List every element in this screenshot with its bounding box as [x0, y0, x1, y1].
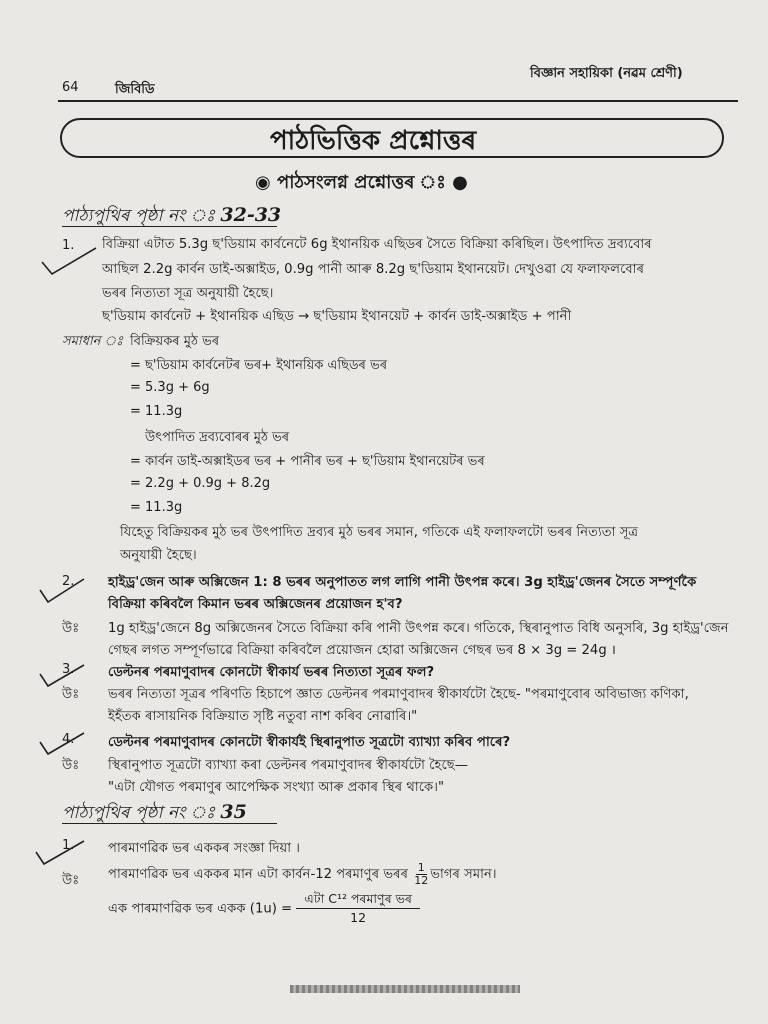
section-heading-1: পাঠ্যপুথিৰ পৃষ্ঠা নং ঃ 32-33: [62, 204, 282, 226]
page-number: 64: [62, 80, 79, 95]
question-number: 1.: [62, 838, 75, 853]
question-number: 4.: [62, 732, 75, 747]
question-number: 1.: [62, 238, 75, 253]
answer-label: উঃ: [62, 873, 80, 888]
q3-answer-line-1: ভৰৰ নিত্যতা সূত্ৰৰ পৰিণতি হিচাপে জ্ঞাত ডেল্টনৰ পৰমাণুবাদৰ স্বীকাৰ্যটো হৈছে- "পৰমাণুবোৰ অবিভাজ্য কণিকা,: [108, 687, 689, 702]
q3-question: ডেল্টনৰ পৰমাণুবাদৰ কোনটো স্বীকাৰ্য ভৰৰ নিত্যতা সূত্ৰৰ ফল?: [108, 665, 435, 680]
solution-line: = 11.3g: [130, 404, 183, 419]
q1-line-3: ভৰৰ নিত্যতা সূত্ৰ অনুযায়ী হৈছে।: [102, 286, 274, 301]
amu-formula: এক পাৰমাণৱিক ভৰ একক (1u) = এটা C¹² পৰমাণুৰ ভৰ 12: [108, 890, 420, 928]
answer-label: উঃ: [62, 687, 80, 702]
solution-line: বিক্ৰিয়কৰ মুঠ ভৰ: [130, 334, 220, 349]
q5-answer: পাৰমাণৱিক ভৰ এককৰ মান এটা কাৰ্বন-12 পৰমাণুৰ ভৰৰ $\frac{1}{12}$ ভাগৰ সমান।: [108, 860, 497, 887]
solution-line: উৎপাদিত দ্ৰব্যবোৰৰ মুঠ ভৰ: [145, 430, 290, 445]
formula-fraction: এটা C¹² পৰমাণুৰ ভৰ 12: [296, 890, 420, 927]
bullet-icon: ◉: [255, 172, 277, 193]
q1-line-1: বিক্ৰিয়া এটাত 5.3g ছ'ডিয়াম কাৰ্বনেটে 6g ইথানয়িক এছিডৰ সৈতে বিক্ৰিয়া কৰিছিল। উৎপাদিত দ্ৰব্যবোৰ: [102, 237, 652, 252]
page-edge-decoration: [290, 985, 520, 993]
section-subtitle: ◉ পাঠসংলগ্ন প্ৰশ্নোত্তৰ ঃ ●: [255, 172, 468, 193]
solution-line: = 2.2g + 0.9g + 8.2g: [130, 476, 271, 491]
q4-answer-line-2: "এটা যৌগত পৰমাণুৰ আপেক্ষিক সংখ্যা আৰু প্ৰকাৰ স্থিৰ থাকে।": [108, 780, 445, 795]
section-heading-2: পাঠ্যপুথিৰ পৃষ্ঠা নং ঃ 35: [62, 801, 247, 823]
q5-question: পাৰমাণৱিক ভৰ এককৰ সংজ্ঞা দিয়া ।: [108, 841, 301, 856]
q2-answer-line-1: 1g হাইড্ৰ'জেনে 8g অক্সিজেনৰ সৈতে বিক্ৰিয়া কৰি পানী উৎপন্ন কৰে। গতিকে, স্থিৰানুপাত বিধি অনুসৰি, 3g হাইড্ৰ'জেন: [108, 621, 729, 636]
section-underline: [62, 226, 277, 227]
page-title: পাঠভিত্তিক প্ৰশ্নোত্তৰ: [270, 126, 477, 156]
question-number: 3.: [62, 662, 75, 677]
publisher-name: জিবিডি: [115, 82, 155, 97]
reaction-equation: ছ'ডিয়াম কাৰ্বনেট + ইথানয়িক এছিড → ছ'ডিয়াম ইথানয়েট + কাৰ্বন ডাই-অক্সাইড + পানী: [102, 309, 572, 324]
header-rule: [58, 100, 738, 102]
q3-answer-line-2: ইহঁতক ৰাসায়নিক বিক্ৰিয়াত সৃষ্টি নতুবা নাশ কৰিব নোৱাৰি।": [108, 709, 418, 724]
q2-line-1: হাইড্ৰ'জেন আৰু অক্সিজেন 1: 8 ভৰৰ অনুপাতত লগ লাগি পানী উৎপন্ন কৰে। 3g হাইড্ৰ'জেনৰ সৈতে সম্পূৰ্ণকৈ: [108, 575, 697, 590]
q2-answer-line-2: গেছৰ লগত সম্পূৰ্ণভাৱে বিক্ৰিয়া কৰিবলৈ প্ৰয়োজন হোৱা অক্সিজেন গেছৰ ভৰ 8 × 3g = 24g ।: [108, 643, 616, 658]
solution-line: = 11.3g: [130, 500, 183, 515]
question-number: 2.: [62, 574, 75, 589]
conclusion-line-1: যিহেতু বিক্ৰিয়কৰ মুঠ ভৰ উৎপাদিত দ্ৰব্যৰ মুঠ ভৰৰ সমান, গতিকে এই ফলাফলটো ভৰৰ নিত্যতা সূত্ৰ: [120, 525, 639, 540]
solution-line: = ছ'ডিয়াম কাৰ্বনেটৰ ভৰ+ ইথানয়িক এছিডৰ ভৰ: [130, 358, 388, 373]
check-mark-icon: [34, 838, 88, 868]
section-underline: [62, 823, 277, 824]
conclusion-line-2: অনুযায়ী হৈছে।: [120, 548, 197, 563]
answer-label: উঃ: [62, 621, 80, 636]
q2-line-2: বিক্ৰিয়া কৰিবলৈ কিমান ভৰৰ অক্সিজেনৰ প্ৰয়োজন হ'ব?: [108, 597, 403, 612]
bullet-icon: ●: [445, 172, 468, 193]
q4-question: ডেল্টনৰ পৰমাণুবাদৰ কোনটো স্বীকাৰ্যই স্থিৰানুপাত সূত্ৰটো ব্যাখ্যা কৰিব পাৰে?: [108, 735, 511, 750]
solution-line: = কাৰ্বন ডাই-অক্সাইডৰ ভৰ + পানীৰ ভৰ + ছ'ডিয়াম ইথানয়েটৰ ভৰ: [130, 454, 485, 469]
q1-line-2: আছিল 2.2g কাৰ্বন ডাই-অক্সাইড, 0.9g পানী আৰু 8.2g ছ'ডিয়াম ইথানয়েট। দেখুওৱা যে ফলাফলবোৰ: [102, 262, 644, 277]
fraction: $\frac{1}{12}$: [414, 860, 429, 887]
solution-line: = 5.3g + 6g: [130, 380, 210, 395]
q4-answer-line-1: স্থিৰানুপাত সূত্ৰটো ব্যাখ্যা কৰা ডেল্টনৰ পৰমাণুবাদৰ স্বীকাৰ্যটো হৈছে—: [108, 758, 468, 773]
answer-label: উঃ: [62, 758, 80, 773]
book-title: বিজ্ঞান সহায়িকা (নৱম শ্ৰেণী): [530, 66, 683, 81]
solution-label: সমাধান ঃ: [62, 334, 124, 349]
